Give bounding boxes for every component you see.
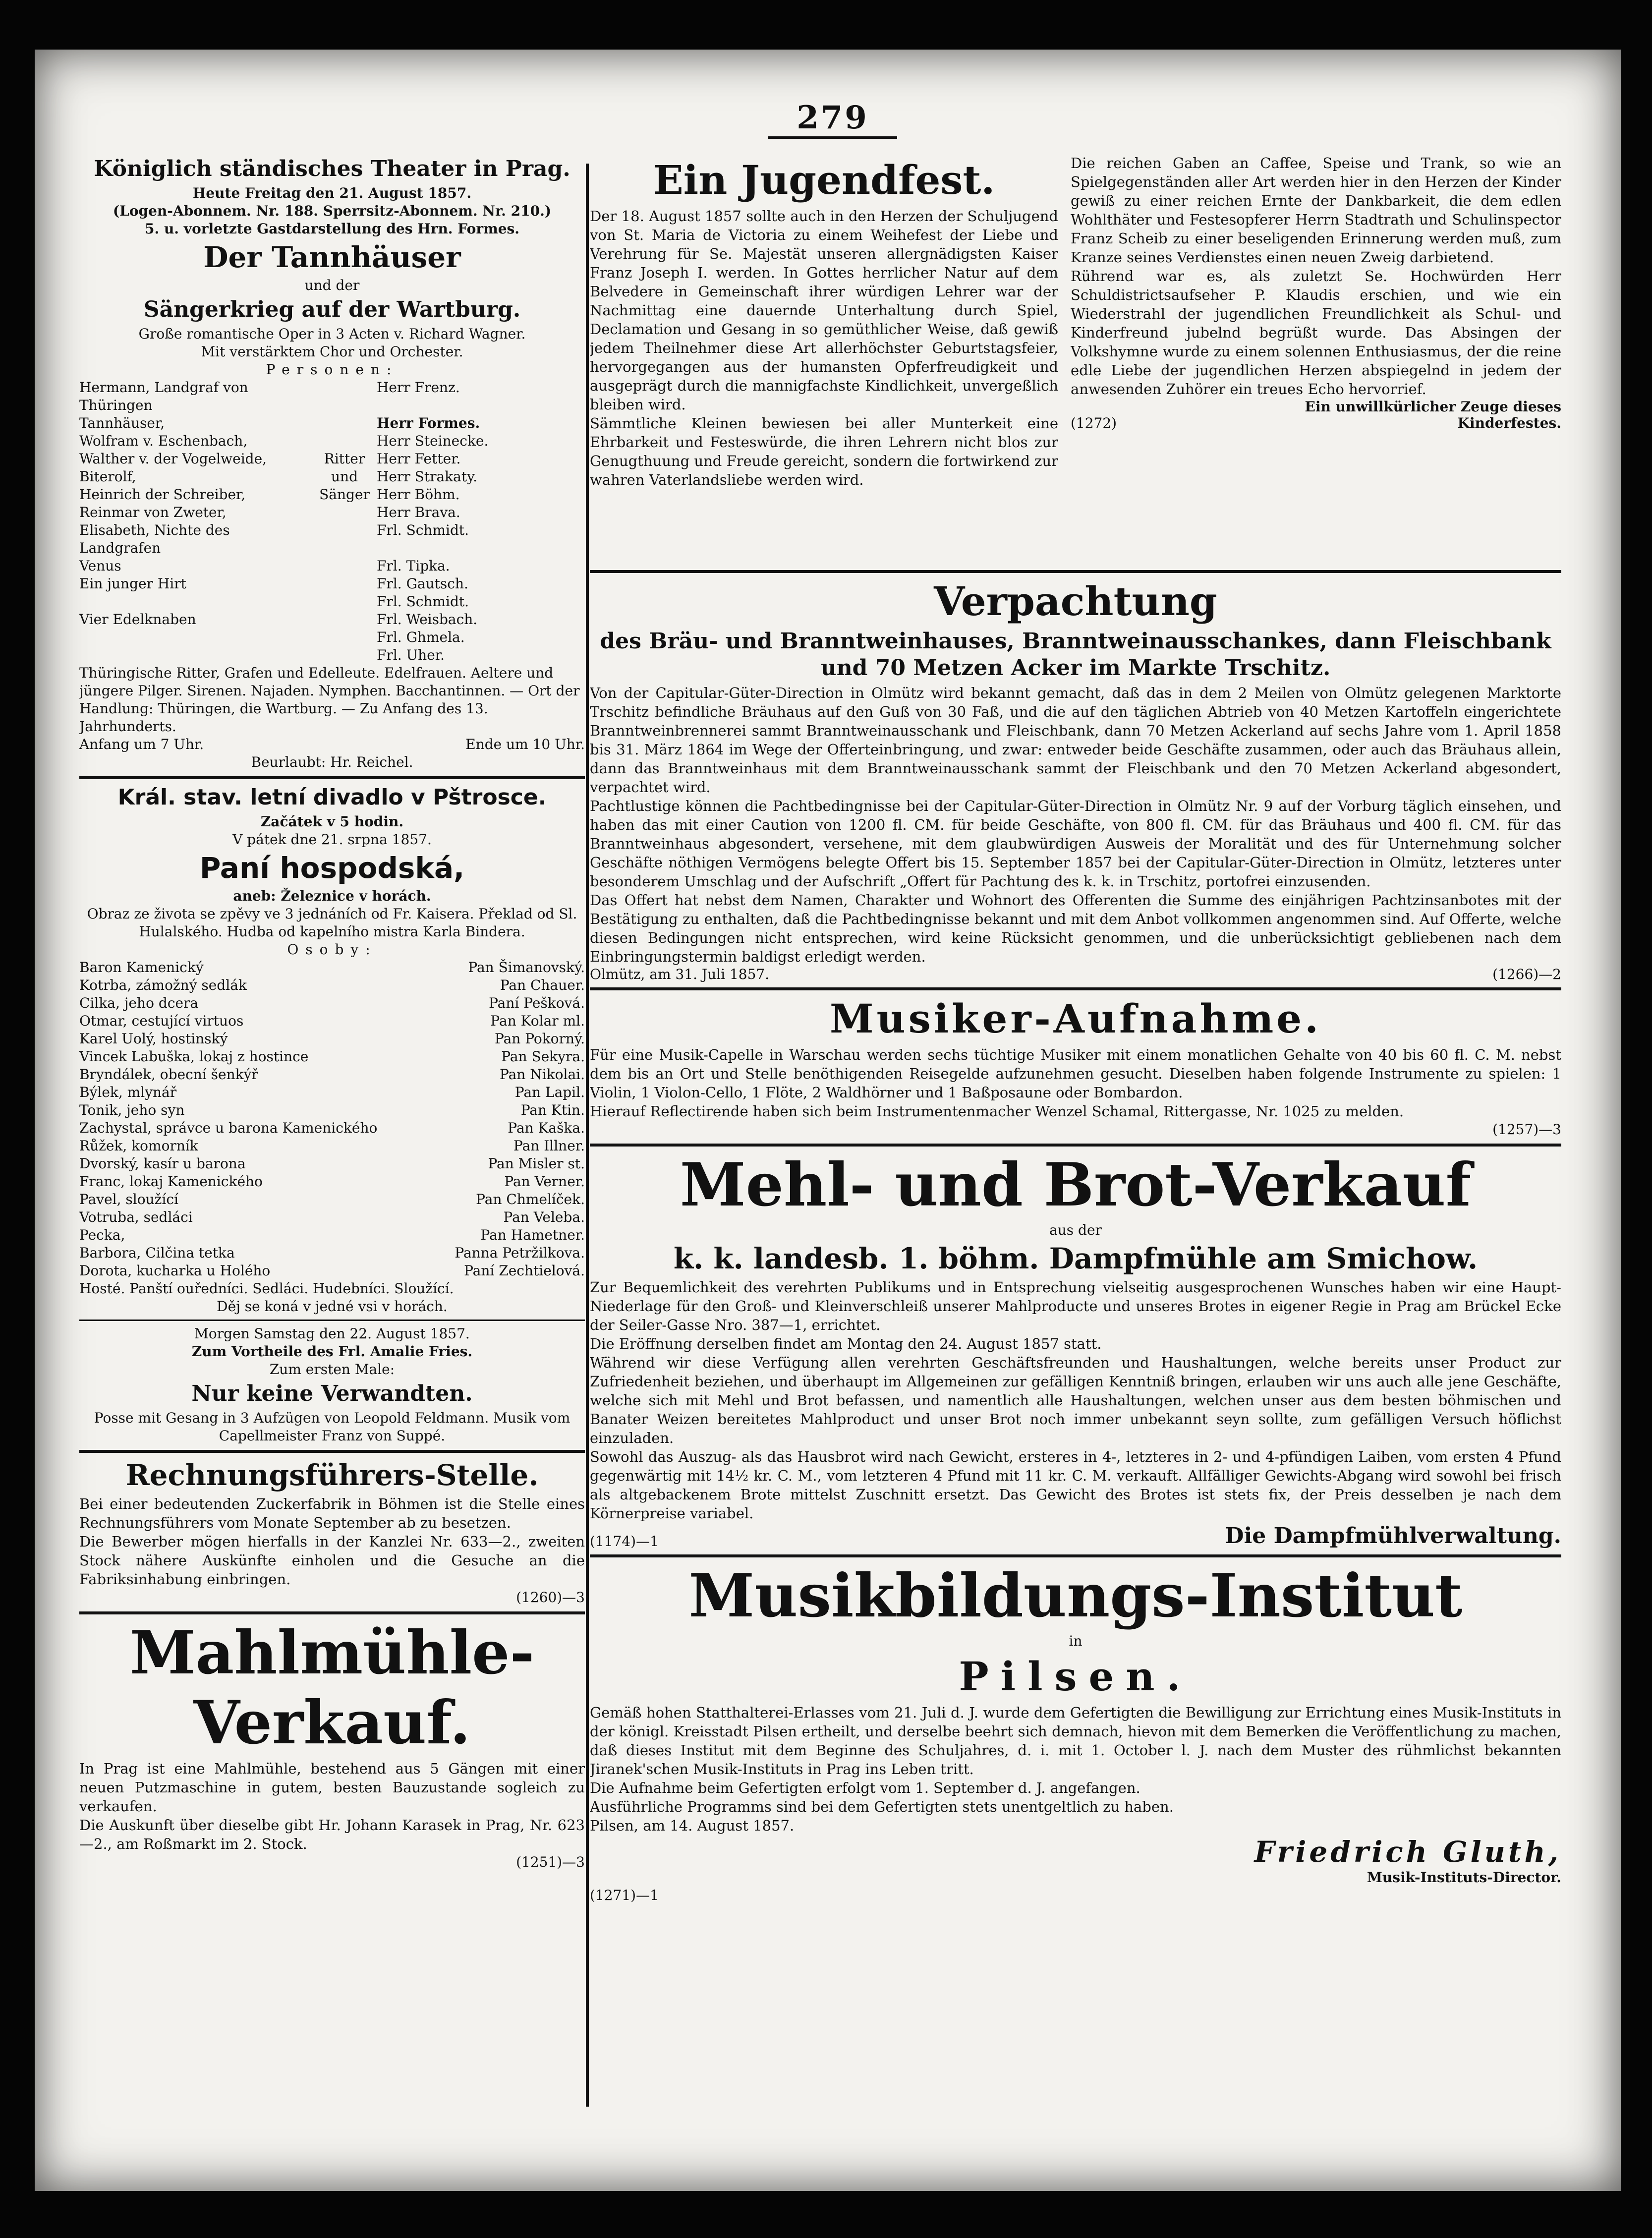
cast-actor: Herr Strakaty. (377, 468, 478, 485)
cast-group (312, 432, 377, 450)
cast-row (79, 1030, 585, 1048)
cast-actor: Panna Petržilkova. (455, 1245, 585, 1261)
osoby-heading: Osoby: (287, 941, 377, 958)
opera-cast (79, 379, 585, 664)
cast-role: Elisabeth, Nichte des Landgrafen (79, 522, 230, 556)
cast-actor: Herr Steinecke. (377, 433, 489, 449)
cast-row (79, 1262, 585, 1280)
musikbildung-sign: Friedrich Gluth, (1254, 1835, 1561, 1869)
cast-row (79, 629, 585, 646)
divider (590, 570, 1561, 573)
musikbildung-signature (590, 1835, 1561, 1887)
musiker-text: Für eine Musik-Capelle in Warschau werden sechs tüchtige Musiker mit einem monatlichen Gehalte von 40 bis 60 fl. C. M. nebst dem bis an Ort und Stelle benöthigenden Reisegelde aufzunehmen gesucht. Dieselben haben folgende Instrumente zu spielen: 1 Violin, 1 Violon-Cello, 1 Flöte, 2 Waldhörner und 1 Baßposaune oder Bombardon. (590, 1046, 1561, 1101)
cast-group (312, 557, 377, 575)
divider (79, 1320, 585, 1321)
cast-row (79, 976, 585, 994)
mehl-title: Mehl- und Brot-Verkauf (680, 1150, 1472, 1220)
cast-actor: Frl. Gautsch. (377, 575, 468, 592)
cast-role: Reinmar von Zweter, (79, 504, 227, 520)
cast-actor: Herr Fetter. (377, 451, 461, 467)
musikbildung-place: Pilsen, am 14. August 1857. (590, 1817, 795, 1834)
cast-row (79, 1084, 585, 1101)
musiker-text2: Hierauf Reflectirende haben sich beim Instrumentenmacher Wenzel Schamal, Rittergasse, Nr. 1025 zu melden. (590, 1103, 1404, 1120)
cast-row (79, 1173, 585, 1191)
cast-role: Baron Kamenický (79, 959, 204, 976)
cast-role: Biterolf, (79, 468, 136, 485)
verpachtung-text3: Das Offert hat nebst dem Namen, Charakter und Wohnort des Offerenten die Summe des einjährigen Pachtzinsanbotes mit der Bestätigung zu enthalten, daß die Pachtbedingnisse bekannt und mit dem Anbot vollkommen angenommen sind. Auf Offerte, welche diesen Bedingungen nicht entsprechen, wird keine Rücksicht genommen, und die unberücksichtigt gebliebenen nach dem Einbringungstermin baldigst erledigt werden. (590, 892, 1561, 965)
musikbildung-text3: Ausführliche Programms sind bei dem Gefertigten stets unentgeltlich zu haben. (590, 1798, 1174, 1815)
cast-actor: Pan Hametner. (480, 1227, 585, 1243)
cast-group (312, 593, 377, 611)
cast-actor: Pan Kolar ml. (490, 1013, 585, 1029)
cast-role: Býlek, mlynář (79, 1084, 177, 1100)
cast-actor: Pan Lapil. (514, 1084, 585, 1100)
cast-row (79, 1226, 585, 1244)
verpachtung-subtitle: des Bräu- und Branntweinhauses, Branntweinausschankes, dann Fleischbank und 70 Metzen Acker im Markte Trschitz. (600, 629, 1551, 681)
cast-role: Vincek Labuška, lokaj z hostince (79, 1048, 309, 1065)
cast-row (79, 379, 585, 414)
cast-actor: Pan Ktin. (520, 1102, 585, 1118)
opera-times (79, 736, 585, 753)
mahlmuehle-ad (79, 1619, 585, 1871)
mahl-code: (1251)—3 (516, 1854, 585, 1870)
opera-leave: Beurlaubt: Hr. Reichel. (251, 754, 413, 770)
rechnung-title: Rechnungsführers-Stelle. (125, 1458, 539, 1492)
cast-group: Ritter (324, 451, 365, 467)
mehl-signoff (590, 1523, 1561, 1549)
cast-actor: Pan Misler st. (488, 1155, 585, 1172)
cast-row (79, 994, 585, 1012)
cast-row (79, 1119, 585, 1137)
cast-row (79, 1191, 585, 1208)
rechnung-text2: Die Bewerber mögen hierfalls in der Kanzlei Nr. 633—2., zweiten Stock nähere Auskünfte einholen und die Gesuche an die Fabriksinhabung einbringen. (79, 1533, 585, 1588)
cast-role: Wolfram v. Eschenbach, (79, 433, 248, 449)
cast-role: Cilka, jeho dcera (79, 995, 199, 1011)
mehl-text3: Während wir diese Verfügung allen verehrten Geschäftsfreunden und Haushaltungen, welche bereits unser Product zur Zufriedenheit beziehen, und überhaupt im Allgemeinen zur gefälligen Kenntniß bringen, erlauben wir uns auch alle jene Geschäfte, welche sich mit Mehl und Brot befassen, und namentlich alle Haushaltungen, welchen unser aus dem besten böhmischen und Banater Weizen bereitetes Mahlproduct und unser Brot noch immer unbekannt seyn sollte, zum gefälligen Versuch höflichst einzuladen. (590, 1354, 1561, 1446)
verpachtung-code: (1266)—2 (1492, 966, 1561, 982)
cast-group (312, 504, 377, 521)
cast-row (79, 468, 585, 486)
cast-role: Otmar, cestující virtuos (79, 1013, 244, 1029)
cast-actor: Frl. Uher. (377, 647, 445, 663)
cast-row (79, 575, 585, 593)
opera-und: und der (304, 277, 360, 293)
cast-actor: Paní Pešková. (489, 995, 585, 1011)
cast-actor: Paní Zechtielová. (464, 1262, 585, 1279)
jugendfest-right (1071, 154, 1561, 431)
cast-row (79, 611, 585, 629)
mehl-sign: Die Dampfmühlverwaltung. (1225, 1523, 1561, 1549)
mehl-subtitle: k. k. landesb. 1. böhm. Dampfmühle am Smichow. (673, 1242, 1478, 1275)
cast-role: Barbora, Cilčina tetka (79, 1245, 235, 1261)
cast-role: Karel Uolý, hostinský (79, 1031, 228, 1047)
verpachtung-title: Verpachtung (934, 578, 1217, 625)
musiker-title: Musiker-Aufnahme. (829, 995, 1322, 1042)
jugendfest-ad (590, 154, 1561, 565)
next-benefit: Zum Vortheile des Frl. Amalie Fries. (191, 1343, 473, 1360)
jugendfest-title: Ein Jugendfest. (653, 157, 995, 203)
theatre-title: Königlich ständisches Theater in Prag. (94, 156, 570, 181)
cast-role: Tonik, jeho syn (79, 1102, 185, 1118)
opera-chorus: Thüringische Ritter, Grafen und Edelleute. Edelfrauen. Aeltere und jüngere Pilger. Sirenen. Najaden. Nymphen. Bacchantinnen. — Ort der Handlung: Thüringen, die Wartburg. — Zu Anfang des 13. Jahrhunderts. (79, 665, 580, 735)
opera-title: Der Tannhäuser (203, 240, 461, 274)
czech-guests: Hosté. Panští ouředníci. Sedláci. Hudebníci. Sloužící. (79, 1280, 454, 1297)
next-performance (79, 1325, 585, 1445)
cast-role: Bryndálek, obecní šenkýř (79, 1066, 258, 1083)
cast-role: Zachystal, správce u barona Kamenického (79, 1120, 378, 1136)
mahl-title-2: Verkauf. (193, 1688, 471, 1758)
cast-role: Kotrba, zámožný sedlák (79, 977, 247, 993)
czech-play: Paní hospodská, (199, 851, 465, 885)
cast-role: Ein junger Hirt (79, 575, 186, 592)
divider (79, 1611, 585, 1614)
divider (79, 1450, 585, 1453)
cast-actor: Pan Verner. (504, 1173, 585, 1190)
cast-actor: Herr Frenz. (377, 379, 460, 396)
cast-role: Pavel, sloužící (79, 1191, 178, 1207)
mehl-text: Zur Bequemlichkeit des verehrten Publikums und in Entsprechung vielseitig ausgesprochenen Wunsches haben wir eine Haupt-Niederlage für den Groß- und Kleinverschleiß unserer Mahlproducte und unseres Brotes in eigener Regie in Prag am Brückel Ecke der Seiler-Gasse Nro. 387—1, errichtet. (590, 1279, 1561, 1333)
rechnung-text: Bei einer bedeutenden Zuckerfabrik in Böhmen ist die Stelle eines Rechnungsführers vom Monate September ab zu besetzen. (79, 1495, 585, 1531)
right-column (590, 154, 1561, 2102)
cast-role: Vier Edelknaben (79, 611, 196, 628)
cast-role: Hermann, Landgraf von Thüringen (79, 379, 248, 413)
mehl-aus: aus der (1049, 1222, 1102, 1238)
cast-row (79, 1048, 585, 1066)
cast-row (79, 521, 585, 557)
mehl-text2: Die Eröffnung derselben findet am Montag den 24. August 1857 statt. (590, 1335, 1102, 1352)
mehl-code: (1174)—1 (590, 1533, 659, 1549)
jugendfest-signoff (1071, 399, 1561, 431)
cast-group (312, 646, 377, 664)
musikbildung-code: (1271)—1 (590, 1887, 659, 1903)
cast-row (79, 557, 585, 575)
cast-row (79, 959, 585, 976)
jugendfest-left (590, 154, 1058, 489)
cast-row (79, 432, 585, 450)
cast-actor: Frl. Schmidt. (377, 522, 469, 538)
cast-actor: Pan Chauer. (500, 977, 585, 993)
mahl-text: In Prag ist eine Mahlmühle, bestehend aus 5 Gängen mit einer neuen Putzmaschine in gutem, besten Bauzustande sogleich zu verkaufen. (79, 1760, 585, 1815)
czech-subtitle: aneb: Železnice v horách. (233, 888, 431, 904)
cast-role (79, 646, 312, 664)
cast-actor: Pan Nikolai. (500, 1066, 585, 1083)
verpachtung-text: Von der Capitular-Güter-Direction in Olmütz wird bekannt gemacht, daß das in dem 2 Meilen von Olmütz gelegenen Marktorte Trschitz befindliche Bräuhaus auf den Guß von 30 Faß, und die auf den täglichen Abtrieb von 40 Metzen Kartoffeln eingerichtete Branntweinbrennerei sammt Branntweinausschank und Fleischbank, dann 70 Metzen Ackerland auf sechs Jahre vom 1. April 1858 bis 31. März 1864 im Wege der Offerteinbringung, und zwar: entweder beide Geschäfte zusammen, oder auch das Bräuhaus allein, dann das Branntweinhaus mit dem Branntweinausschank sammt der Fleischbank und den 70 Metzen Ackerland abgesondert, verpachtet wird. (590, 685, 1561, 796)
column-rule (586, 164, 589, 2107)
musikbildung-title: Musikbildungs-Institut (688, 1561, 1463, 1631)
opera-desc2: Mit verstärktem Chor und Orchester. (201, 344, 463, 360)
cast-actor: Frl. Weisbach. (377, 611, 478, 628)
cast-actor: Pan Kaška. (508, 1120, 585, 1136)
divider (590, 1554, 1561, 1557)
mahl-text2: Die Auskunft über dieselbe gibt Hr. Johann Karasek in Prag, Nr. 623—2., am Roßmarkt im 2. Stock. (79, 1817, 585, 1852)
cast-row (79, 646, 585, 664)
cast-actor: Frl. Tipka. (377, 558, 450, 574)
cast-row (79, 450, 585, 468)
rechnung-ad (79, 1458, 585, 1607)
next-first: Zum ersten Male: (269, 1361, 395, 1377)
opera-start: Anfang um 7 Uhr. (79, 736, 204, 752)
musikbildung-in: in (1069, 1633, 1082, 1649)
cast-actor: Pan Pokorný. (494, 1031, 585, 1047)
verpachtung-place: Olmütz, am 31. Juli 1857. (590, 966, 770, 982)
cast-row (79, 414, 585, 432)
cast-row (79, 1012, 585, 1030)
cast-role: Dorota, kucharka u Holého (79, 1262, 271, 1279)
cast-row (79, 1244, 585, 1262)
rechnung-code: (1260)—3 (516, 1589, 585, 1606)
cast-role: Pecka, (79, 1227, 125, 1243)
verpachtung-text2: Pachtlustige können die Pachtbedingnisse bei der Capitular-Güter-Direction in Olmütz Nr. 9 auf der Vorburg täglich einsehen, und haben das mit einer Caution von 1200 fl. CM. für beide Geschäfte, von 800 fl. CM. für das Bräuhaus und 400 fl. CM. für das Branntweinhaus abgesondert, versehene, mit dem glaubwürdigen Ausweis der Moralität und des für Unternehmung solcher Geschäfte nöthigen Vermögens belegte Offert bis 15. September 1857 bei der Capitular-Güter-Direction in Olmütz, letzteres unter besonderem Umschlag und der Aufschrift „Offert für Pachtung des k. k. in Trschitz, portofrei einzusenden. (590, 798, 1561, 890)
cast-row (79, 593, 585, 611)
jugendfest-text2: Sämmtliche Kleinen bewiesen bei aller Munterkeit eine Ehrbarkeit und Festeswürde, die ihren Lehrern nicht blos zur Genugthuung und Freude gereicht, sondern die fortwirkend zur wahren Vaterlandsliebe werden wird. (590, 415, 1058, 488)
musiker-ad (590, 995, 1561, 1139)
cast-actor: Pan Illner. (513, 1138, 585, 1154)
musikbildung-ad (590, 1562, 1561, 1904)
personen-heading: Personen: (266, 361, 399, 378)
cast-row (79, 1066, 585, 1084)
divider (79, 776, 585, 779)
czech-theatre-ad (79, 784, 585, 1316)
cast-actor: Frl. Ghmela. (377, 629, 465, 645)
cast-group (312, 611, 377, 629)
cast-row (79, 486, 585, 504)
theatre-guest: 5. u. vorletzte Gastdarstellung des Hrn. Formes. (144, 221, 520, 237)
musikbildung-sign2: Musik-Instituts-Director. (1367, 1869, 1561, 1886)
cast-role: Heinrich der Schreiber, (79, 486, 246, 503)
musikbildung-text2: Die Aufnahme beim Gefertigten erfolgt vom 1. September d. J. angefangen. (590, 1779, 1140, 1796)
cast-actor: Herr Böhm. (377, 486, 460, 503)
cast-actor: Pan Chmelíček. (476, 1191, 585, 1207)
cast-group (312, 575, 377, 593)
jugendfest-text3: Die reichen Gaben an Caffee, Speise und Trank, so wie an Spielgegenständen aller Art werden hier in den Herzen der Kinder gewiß zu einer reichen Ernte der Dankbarkeit, die dem edlen Wohlthäter und Festesopferer Herrn Stadtrath und Schulinspector Franz Scheib zu einer beseligenden Erinnerung werden muß, zum Kranze seines Verdienstes einen neuen Zweig darbietend. (1071, 155, 1561, 266)
cast-group: Sänger (319, 486, 370, 503)
left-column (79, 154, 585, 2102)
cast-role: Dvorský, kasír u barona (79, 1155, 246, 1172)
czech-desc: Obraz ze života se zpěvy ve 3 jednáních od Fr. Kaisera. Překlad od Sl. Hulalského. Hudba od kapelního mistra Karla Bindera. (87, 906, 577, 940)
cast-row (79, 1208, 585, 1226)
cast-row (79, 1155, 585, 1173)
theatre-ad (79, 156, 585, 771)
next-date: Morgen Samstag den 22. August 1857. (194, 1325, 470, 1342)
next-desc: Posse mit Gesang in 3 Aufzügen von Leopold Feldmann. Musik vom Capellmeister Franz von Suppé. (94, 1410, 570, 1444)
cast-role: Votruba, sedláci (79, 1209, 193, 1225)
czech-title: Král. stav. letní divadlo v Pštrosce. (117, 785, 547, 810)
musikbildung-text: Gemäß hohen Statthalterei-Erlasses vom 21. Juli d. J. wurde dem Gefertigten die Bewilligung zur Errichtung eines Musik-Instituts in der königl. Kreisstadt Pilsen ertheilt, und derselbe beehrt sich demnach, hievon mit dem Bemerken die Veröffentlichung zu machen, daß dieses Institut mit dem Beginne des Schuljahres, d. i. mit 1. October l. J. nach dem Muster des rühmlichst bekannten Jiranek'schen Musik-Instituts in Prag ins Leben tritt. (590, 1704, 1561, 1778)
cast-role: Walther v. der Vogelweide, (79, 451, 267, 467)
mehl-brot-ad (590, 1151, 1561, 1549)
mahl-title-1: Mahlmühle- (129, 1618, 535, 1688)
czech-cast (79, 959, 585, 1280)
cast-row (79, 1137, 585, 1155)
cast-role: Venus (79, 558, 121, 574)
theatre-date: Heute Freitag den 21. August 1857. (192, 185, 472, 201)
cast-group (312, 521, 377, 557)
mehl-text4: Sowohl das Auszug- als das Hausbrot wird nach Gewicht, ersteres in 4-, letzteres in 2- und 4-pfündigen Laiben, vom ersten 4 Pfund gegenwärtig mit 14½ kr. C. M., vom letzteren 4 Pfund mit 11 kr. C. M. verkauft. Allfälliger Gewichts-Abgang wird sowohl bei frisch als altgebackenem Brote mittelst Zuschnitt ersetzt. Das Gewicht des Brotes ist stets fix, der Preis desselben je nach dem Körnerpreise variabel. (590, 1448, 1561, 1522)
opera-subtitle: Sängerkrieg auf der Wartburg. (143, 297, 521, 322)
newspaper-page (35, 50, 1621, 2191)
jugendfest-text: Der 18. August 1857 sollte auch in den Herzen der Schuljugend von St. Maria de Victoria zu einem Weihefest der Liebe und Verehrung für Se. Majestät unseren allergnädigsten Kaiser Franz Joseph I. werden. In Gottes herrlicher Natur auf dem Belvedere in Gemeinschaft ihrer würdigen Lehrer war der Nachmittag eine dauernde Unterhaltung durch Spiel, Declamation und Gesang in so gemüthlicher Weise, daß gewiß jedem Theilnehmer diese Art allerhöchster Geburtstagsfeier, hervorgegangen aus der humansten Opferfreudigkeit und ausgeprägt durch die mannigfachste Kindlichkeit, unvergeßlich bleiben wird. (590, 208, 1058, 413)
cast-actor: Frl. Schmidt. (377, 593, 469, 610)
cast-group: und (331, 468, 358, 485)
cast-role (79, 629, 312, 646)
jugendfest-code: (1272) (1071, 415, 1117, 431)
cast-row (79, 1101, 585, 1119)
cast-actor: Herr Brava. (377, 504, 460, 520)
verpachtung-ad (590, 578, 1561, 982)
cast-role: Růžek, komorník (79, 1138, 198, 1154)
cast-group (312, 629, 377, 646)
cast-actor: Pan Sekyra. (501, 1048, 585, 1065)
verpachtung-signoff (590, 966, 1561, 982)
page-number: 279 (768, 99, 897, 139)
cast-actor: Herr Formes. (377, 415, 480, 431)
divider (590, 987, 1561, 990)
musiker-code: (1257)—3 (1492, 1121, 1561, 1138)
cast-group (312, 379, 377, 414)
next-title: Nur keine Verwandten. (191, 1381, 473, 1406)
theatre-abonnement: (Logen-Abonnem. Nr. 188. Sperrsitz-Abonnem. Nr. 210.) (113, 203, 552, 219)
cast-role (79, 593, 312, 611)
cast-row (79, 504, 585, 521)
cast-actor: Pan Veleba. (503, 1209, 585, 1225)
czech-date: V pátek dne 21. srpna 1857. (232, 831, 432, 848)
czech-start: Začátek v 5 hodin. (260, 813, 404, 830)
musikbildung-city: Pilsen. (959, 1653, 1193, 1700)
cast-group (312, 414, 377, 432)
cast-role: Tannhäuser, (79, 415, 165, 431)
cast-role: Franc, lokaj Kamenického (79, 1173, 263, 1190)
cast-actor: Pan Šimanovský. (468, 959, 585, 976)
jugendfest-sign: Ein unwillkürlicher Zeuge dieses Kinderfestes. (1305, 399, 1561, 431)
opera-end: Ende um 10 Uhr. (465, 736, 585, 752)
czech-place: Děj se koná v jedné vsi v horách. (217, 1298, 448, 1315)
divider (590, 1144, 1561, 1147)
opera-desc: Große romantische Oper in 3 Acten v. Richard Wagner. (138, 326, 526, 342)
jugendfest-text4: Rührend war es, als zuletzt Se. Hochwürden Herr Schuldistrictsaufseher P. Klaudis erschien, und wie ein Wiederstrahl der jugendlichen Freundlichkeit als Schul- und Kinderfreund jubelnd begrüßt wurde. Das Absingen der Volkshymne wurde zu einem solennen Enthusiasmus, der die reine edle Liebe der jugendlichen Herzen abspiegelnd in jedem der anwesenden Zuhörer ein treues Echo hervorrief. (1071, 268, 1561, 398)
